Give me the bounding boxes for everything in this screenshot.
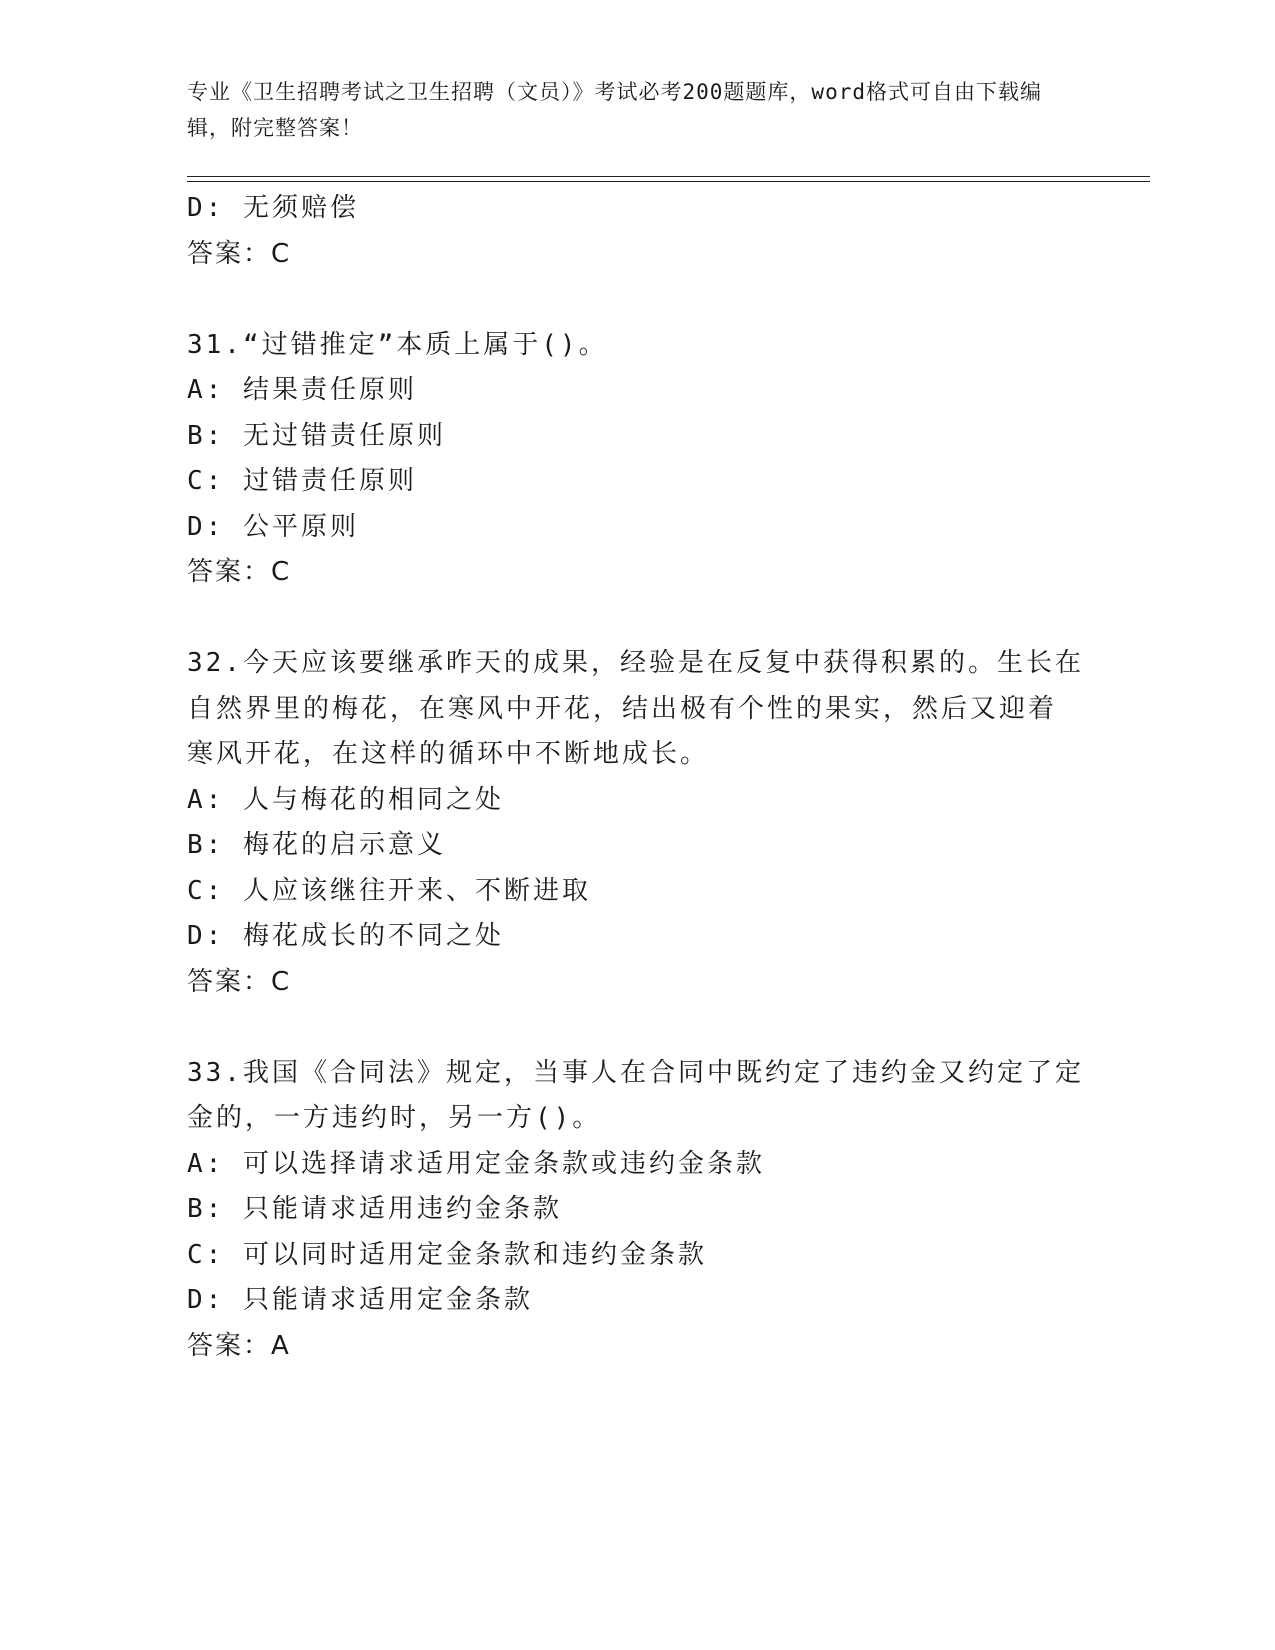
option-c: C: 过错责任原则 xyxy=(187,466,417,496)
page-header: 专业《卫生招聘考试之卫生招聘（文员）》考试必考200题题库，word格式可自由下载编辑，附完整答案！ xyxy=(187,80,1042,140)
answer: 答案：C xyxy=(187,966,292,997)
question-32 xyxy=(187,641,1087,1005)
option-a: A: 可以选择请求适用定金条款或违约金条款 xyxy=(187,1148,765,1179)
header-divider xyxy=(187,176,1150,182)
answer: 答案：C xyxy=(187,557,292,587)
question-stem-line-3: 寒风开花，在这样的循环中不断地成长。 xyxy=(187,739,710,769)
question-stem-line-1: 32.今天应该要继承昨天的成果，经验是在反复中获得积累的。生长在 xyxy=(187,648,1084,678)
question-stem-line-1: 33.我国《合同法》规定，当事人在合同中既约定了违约金又约定了定 xyxy=(187,1057,1084,1088)
option-c: C: 人应该继往开来、不断进取 xyxy=(187,875,591,906)
question-31 xyxy=(187,323,1087,596)
option-d: D: 只能请求适用定金条款 xyxy=(187,1285,533,1315)
answer: 答案：A xyxy=(187,1330,291,1361)
document-body xyxy=(187,186,1087,1369)
prev-option-d: D: 无须赔偿 xyxy=(187,193,359,223)
option-d: D: 公平原则 xyxy=(187,511,359,542)
question-33 xyxy=(187,1051,1087,1370)
option-a: A: 结果责任原则 xyxy=(187,375,417,405)
option-b: B: 梅花的启示意义 xyxy=(187,830,446,860)
question-stem: 31.“过错推定”本质上属于()。 xyxy=(187,329,608,360)
option-b: B: 只能请求适用违约金条款 xyxy=(187,1194,562,1224)
option-d: D: 梅花成长的不同之处 xyxy=(187,921,504,951)
option-a: A: 人与梅花的相同之处 xyxy=(187,784,504,815)
question-stem-line-2: 金的，一方违约时，另一方()。 xyxy=(187,1103,602,1133)
prev-answer: 答案：C xyxy=(187,238,292,269)
option-b: B: 无过错责任原则 xyxy=(187,420,446,451)
option-c: C: 可以同时适用定金条款和违约金条款 xyxy=(187,1239,707,1270)
question-stem-line-2: 自然界里的梅花，在寒风中开花，结出极有个性的果实，然后又迎着 xyxy=(187,693,1058,724)
